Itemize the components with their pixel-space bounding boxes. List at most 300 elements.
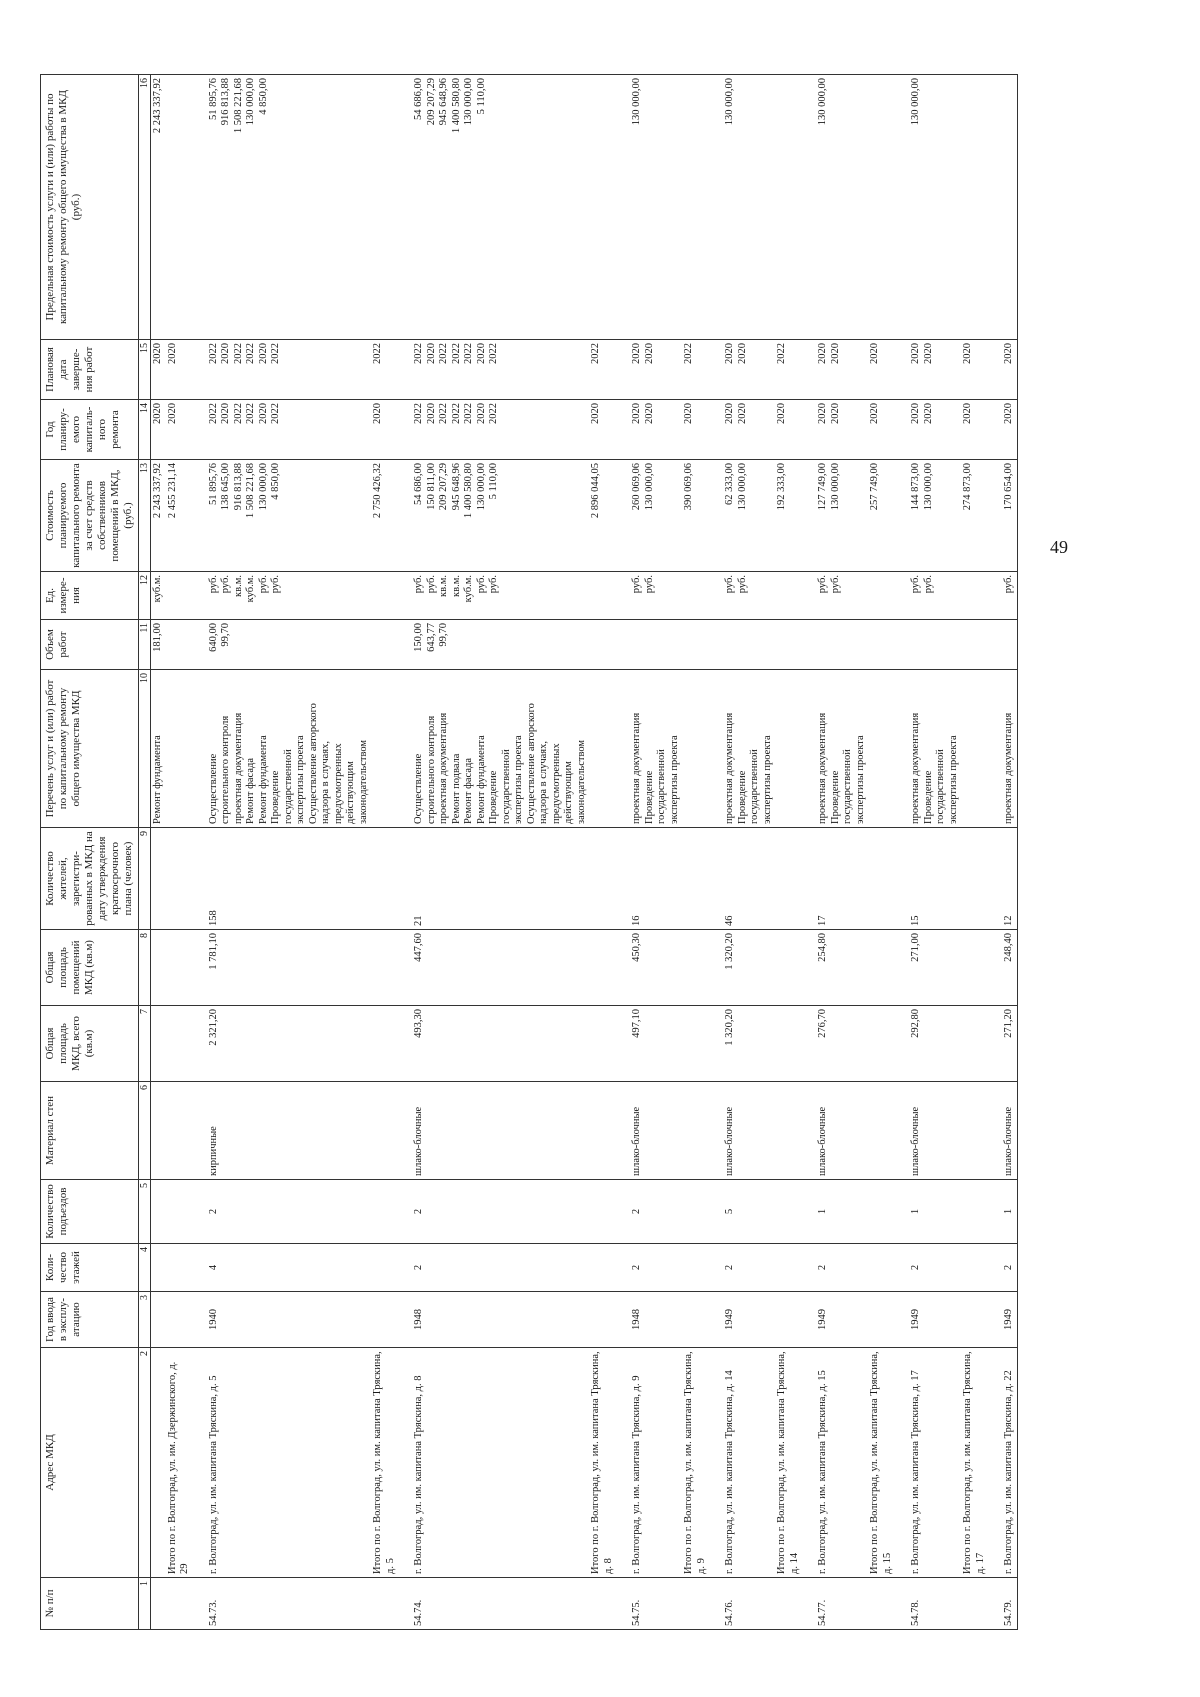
cell-limit [723,75,775,340]
spacer-cell [802,1578,816,1630]
cell-vol [630,620,682,670]
cell-area [909,1006,961,1082]
cell-entr [207,1180,372,1244]
column-number: 7 [139,1006,151,1082]
cell-text: шлако-блочные [1003,1106,1014,1176]
cell-line: 99,70 [220,623,231,647]
cell-text: 1949 [1003,1309,1014,1330]
cell-text: 2 [631,1264,642,1271]
cell-area [630,1006,682,1082]
cell-line: 99,70 [438,623,449,647]
cell-line: 4 850,00 [257,78,269,115]
cell-text: 2 321,20 [207,1009,219,1046]
spacer-cell [895,620,909,670]
cell-text: шлако-блочные [724,1106,735,1176]
cell-area_p [775,930,802,1006]
subtotal-row [166,75,193,1630]
spacer-cell [802,670,816,828]
cell-date [1002,340,1017,400]
cell-date [961,340,988,400]
spacer-cell [709,930,723,1006]
cell-line: 274 873,00 [962,463,973,511]
column-header: Количество жителей, зарегистри-рованных в МКД на дату утверждения краткосрочного плана (человек) [41,828,139,930]
spacer-cell [398,930,412,1006]
cell-floors [723,1244,775,1292]
cell-text: 158 [207,910,219,926]
spacer-cell [895,1082,909,1180]
cell-text: 292,80 [910,1009,921,1038]
cell-res [151,828,166,930]
cell-floors [166,1244,193,1292]
cell-text: 271,00 [910,933,921,962]
cell-vol [961,620,988,670]
cell-line: 150 811,00 [425,463,437,510]
cell-floors [412,1244,589,1292]
spacer-cell [988,620,1002,670]
cell-cost [589,460,616,572]
cell-cost [371,460,398,572]
spacer-cell [193,1244,207,1292]
cell-entr [1002,1180,1017,1244]
cell-line: 2020 [962,343,973,364]
cell-line: проектная документация [724,712,735,824]
house-row [207,75,372,1630]
cell-line: предусмотренных [332,743,344,824]
cell-vol [371,620,398,670]
cell-line: 2022 [270,403,281,424]
cell-line: проектная документация [910,712,921,824]
cell-works [723,670,775,828]
spacer-cell [193,75,207,340]
cell-line: 51 895,76 [207,78,219,120]
cell-num [909,1578,961,1630]
spacer-row [988,75,1002,1630]
cell-mat [775,1082,802,1180]
spacer-cell [193,460,207,572]
spacer-cell [988,1082,1002,1180]
cell-line: 945 648,96 [450,463,462,511]
cell-mat [371,1082,398,1180]
cell-year [723,1292,775,1348]
cell-line: 130 000,00 [257,463,269,511]
cell-text: 17 [817,915,828,926]
cell-line: Проведение [270,770,281,824]
cell-floors [589,1244,616,1292]
cell-line: 2020 [257,343,269,364]
cell-line: государственной [656,749,667,824]
repair-plan-table [40,74,1018,1630]
cell-addr [909,1348,961,1578]
cell-year [151,1292,166,1348]
spacer-cell [988,1244,1002,1292]
cell-line: 2022 [413,343,424,364]
spacer-cell [988,340,1002,400]
cell-line: 2020 [922,343,934,364]
cell-date [723,340,775,400]
cell-vol [589,620,616,670]
cell-line: руб. [1003,575,1014,594]
house-row [1002,75,1017,1630]
spacer-cell [709,670,723,828]
cell-mat [961,1082,988,1180]
cell-year [775,1292,802,1348]
cell-line: 2022 [372,343,383,364]
cell-line: 2022 [463,403,474,424]
cell-yr [816,400,868,460]
cell-area_p [589,930,616,1006]
cell-entr [682,1180,709,1244]
cell-year [1002,1292,1017,1348]
column-header: Материал стен [41,1082,139,1180]
spacer-cell [895,340,909,400]
cell-line: 5 110,00 [488,463,499,500]
cell-num [630,1578,682,1630]
cell-line: 2020 [683,403,694,424]
cell-line: 643,77 [425,623,437,652]
spacer-cell [895,1348,909,1578]
cell-year [868,1292,895,1348]
cell-unit [630,572,682,620]
cell-limit [412,75,589,340]
cell-addr [151,1348,166,1578]
cell-vol [723,620,775,670]
cell-cost [151,460,166,572]
cell-line: 2020 [166,343,178,364]
cell-floors [371,1244,398,1292]
cell-date [909,340,961,400]
cell-unit [589,572,616,620]
cell-text: 2 [724,1264,735,1271]
cell-line: 2022 [776,343,787,364]
cell-line: 2020 [724,343,735,364]
cell-line: 2020 [166,403,178,424]
cell-line: 130 000,00 [922,463,934,511]
cell-line: руб. [736,575,748,594]
cell-works [207,670,372,828]
cell-num [589,1578,616,1630]
spacer-cell [193,1180,207,1244]
cell-line: экспертизы проекта [854,735,866,824]
column-number: 15 [139,340,151,400]
column-number: 12 [139,572,151,620]
column-number: 5 [139,1180,151,1244]
cell-addr [589,1348,616,1578]
cell-line: кв.м. [450,575,462,597]
cell-limit [909,75,961,340]
cell-line: 130 000,00 [463,78,474,126]
spacer-cell [802,1292,816,1348]
cell-entr [909,1180,961,1244]
column-header: Стоимость планируемого капитального ремонта за счет средств собственников помещений в МКД, (руб.) [41,460,139,572]
cell-res [775,828,802,930]
cell-line: куб.м. [463,575,474,603]
cell-res [371,828,398,930]
cell-line: 2022 [207,403,219,424]
house-row [816,75,868,1630]
cell-unit [151,572,166,620]
cell-line: экспертизы проекта [513,735,524,824]
cell-line: 2020 [425,343,437,364]
spacer-cell [802,400,816,460]
cell-date [151,340,166,400]
cell-addr [412,1348,589,1578]
spacer-row [709,75,723,1630]
cell-mat [412,1082,589,1180]
cell-unit [371,572,398,620]
spacer-cell [895,828,909,930]
cell-line: 4 850,00 [270,463,281,500]
cell-yr [151,400,166,460]
cell-mat [909,1082,961,1180]
cell-area_p [961,930,988,1006]
cell-line: 2020 [910,403,921,424]
cell-line: 209 207,29 [425,78,437,126]
cell-line: 2020 [590,403,601,424]
cell-line: строительного контроля [425,715,437,824]
cell-area [816,1006,868,1082]
cell-line: 130 000,00 [245,78,256,126]
cell-line: 2020 [817,403,828,424]
cell-date [207,340,372,400]
spacer-cell [616,1578,630,1630]
spacer-cell [398,828,412,930]
spacer-cell [398,1292,412,1348]
cell-works [1002,670,1017,828]
cell-mat [816,1082,868,1180]
cell-mat [166,1082,193,1180]
cell-line: 1 400 580,80 [450,78,462,134]
cell-line: 2020 [910,343,921,364]
cell-line: действующим [563,761,574,824]
cell-area_p [630,930,682,1006]
spacer-cell [616,1292,630,1348]
cell-area_p [909,930,961,1006]
cell-line: Ремонт фундамента [152,735,163,824]
cell-line: 2022 [245,343,256,364]
cell-num [868,1578,895,1630]
cell-line: 2020 [1003,403,1014,424]
cell-vol [868,620,895,670]
cell-line: 130 000,00 [817,78,828,126]
column-header: Плановая дата заверше-ния работ [41,340,139,400]
spacer-cell [193,1578,207,1630]
column-number: 16 [139,75,151,340]
cell-line: 209 207,29 [438,463,449,511]
cell-num [682,1578,709,1630]
cell-text: 447,60 [413,933,424,962]
spacer-cell [802,930,816,1006]
cell-line: 2022 [438,403,449,424]
cell-line: 130 000,00 [736,463,748,511]
cell-text: 1 781,10 [207,933,219,970]
cell-line: 2020 [869,343,880,364]
cell-line: руб. [631,575,642,594]
spacer-cell [895,460,909,572]
column-header: Коли-чество этажей [41,1244,139,1292]
cell-area_p [412,930,589,1006]
cell-text: 54.73. [207,1599,219,1626]
cell-line: 2020 [643,343,655,364]
column-header: Объем работ [41,620,139,670]
cell-line: экспертизы проекта [668,735,680,824]
cell-date [589,340,616,400]
cell-entr [630,1180,682,1244]
cell-limit [371,75,398,340]
cell-date [371,340,398,400]
spacer-cell [193,670,207,828]
cell-res [961,828,988,930]
cell-text: 1949 [724,1309,735,1330]
cell-line: 2022 [207,343,219,364]
cell-limit [868,75,895,340]
cell-line: 150,00 [413,623,424,652]
cell-text: 16 [631,915,642,926]
cell-line: 916 813,88 [220,78,231,126]
cell-res [723,828,775,930]
cell-cost [775,460,802,572]
cell-area_p [371,930,398,1006]
spacer-cell [616,930,630,1006]
cell-vol [166,620,193,670]
cell-area [151,1006,166,1082]
cell-unit [207,572,372,620]
cell-line: 51 895,76 [207,463,219,505]
cell-text: Итого по г. Волгоград, ул. им. капитана Тряскина, д. 9 [683,1351,707,1574]
cell-entr [816,1180,868,1244]
cell-num [151,1578,166,1630]
cell-line: 2020 [425,403,437,424]
spacer-cell [709,1006,723,1082]
cell-line: Проведение [829,770,841,824]
cell-cost [207,460,372,572]
cell-line: проектная документация [438,712,449,824]
cell-mat [723,1082,775,1180]
cell-area [682,1006,709,1082]
cell-date [166,340,193,400]
cell-yr [589,400,616,460]
cell-num [723,1578,775,1630]
cell-mat [207,1082,372,1180]
cell-num [371,1578,398,1630]
cell-line: 2020 [869,403,880,424]
cell-text: 2 [1003,1264,1014,1271]
cell-mat [868,1082,895,1180]
cell-limit [1002,75,1017,340]
cell-mat [682,1082,709,1180]
cell-text: 5 [724,1208,735,1215]
cell-text: Итого по г. Волгоград, ул. им. капитана Тряскина, д. 5 [372,1351,396,1574]
spacer-cell [802,828,816,930]
cell-text: 276,70 [817,1009,828,1038]
cell-floors [630,1244,682,1292]
spacer-cell [895,1292,909,1348]
spacer-cell [802,340,816,400]
cell-text: 1 [1003,1208,1014,1215]
cell-line: Проведение [922,770,934,824]
cell-text: 1948 [413,1309,424,1330]
header-row [41,75,139,1630]
column-header: Общая площадь помещений МКД (кв.м) [41,930,139,1006]
cell-works [630,670,682,828]
cell-area_p [723,930,775,1006]
cell-text: г. Волгоград, ул. им. капитана Тряскина, д. 14 [724,1370,735,1574]
spacer-cell [802,1082,816,1180]
cell-cost [166,460,193,572]
cell-text: 2 [413,1264,424,1271]
cell-line: проектная документация [1003,712,1014,824]
cell-line: проектная документация [817,712,828,824]
spacer-row [802,75,816,1630]
spacer-cell [193,620,207,670]
cell-line: 54 686,00 [413,463,424,505]
cell-line: надзора в случаях, [538,740,549,824]
cell-text: 248,40 [1003,933,1014,962]
cell-res [816,828,868,930]
column-header: Год планиру-емого капиталь-ного ремонта [41,400,139,460]
cell-addr [1002,1348,1017,1578]
cell-text: 46 [724,915,735,926]
cell-unit [868,572,895,620]
cell-line: 260 069,06 [631,463,642,511]
cell-works [961,670,988,828]
cell-unit [775,572,802,620]
spacer-cell [709,1082,723,1180]
cell-line: 2020 [724,403,735,424]
cell-year [682,1292,709,1348]
cell-limit [682,75,709,340]
cell-text: 1 [910,1208,921,1215]
cell-text: 1940 [207,1309,219,1330]
cell-addr [371,1348,398,1578]
cell-line: 130 000,00 [631,78,642,126]
cell-line: 2 243 337,92 [152,78,163,134]
spacer-cell [193,1292,207,1348]
cell-line: Ремонт фасада [245,757,256,824]
spacer-cell [398,572,412,620]
cell-res [630,828,682,930]
cell-text: 15 [910,915,921,926]
spacer-cell [895,1180,909,1244]
cell-line: 2022 [232,403,244,424]
cell-addr [207,1348,372,1578]
cell-cost [909,460,961,572]
cell-entr [589,1180,616,1244]
spacer-row [616,75,630,1630]
cell-line: 916 813,88 [232,463,244,511]
cell-line: 2022 [450,343,462,364]
cell-vol [412,620,589,670]
cell-unit [682,572,709,620]
cell-year [816,1292,868,1348]
cell-floors [961,1244,988,1292]
cell-area_p [816,930,868,1006]
cell-addr [166,1348,193,1578]
spacer-cell [988,1006,1002,1082]
spacer-cell [802,1244,816,1292]
subtotal-row [371,75,398,1630]
cell-area_p [682,930,709,1006]
spacer-cell [895,670,909,828]
cell-text: 2 [817,1264,828,1271]
cell-limit [816,75,868,340]
cell-yr [775,400,802,460]
cell-cost [868,460,895,572]
cell-res [412,828,589,930]
house-row [909,75,961,1630]
cell-year [589,1292,616,1348]
spacer-cell [709,1348,723,1578]
column-number: 11 [139,620,151,670]
